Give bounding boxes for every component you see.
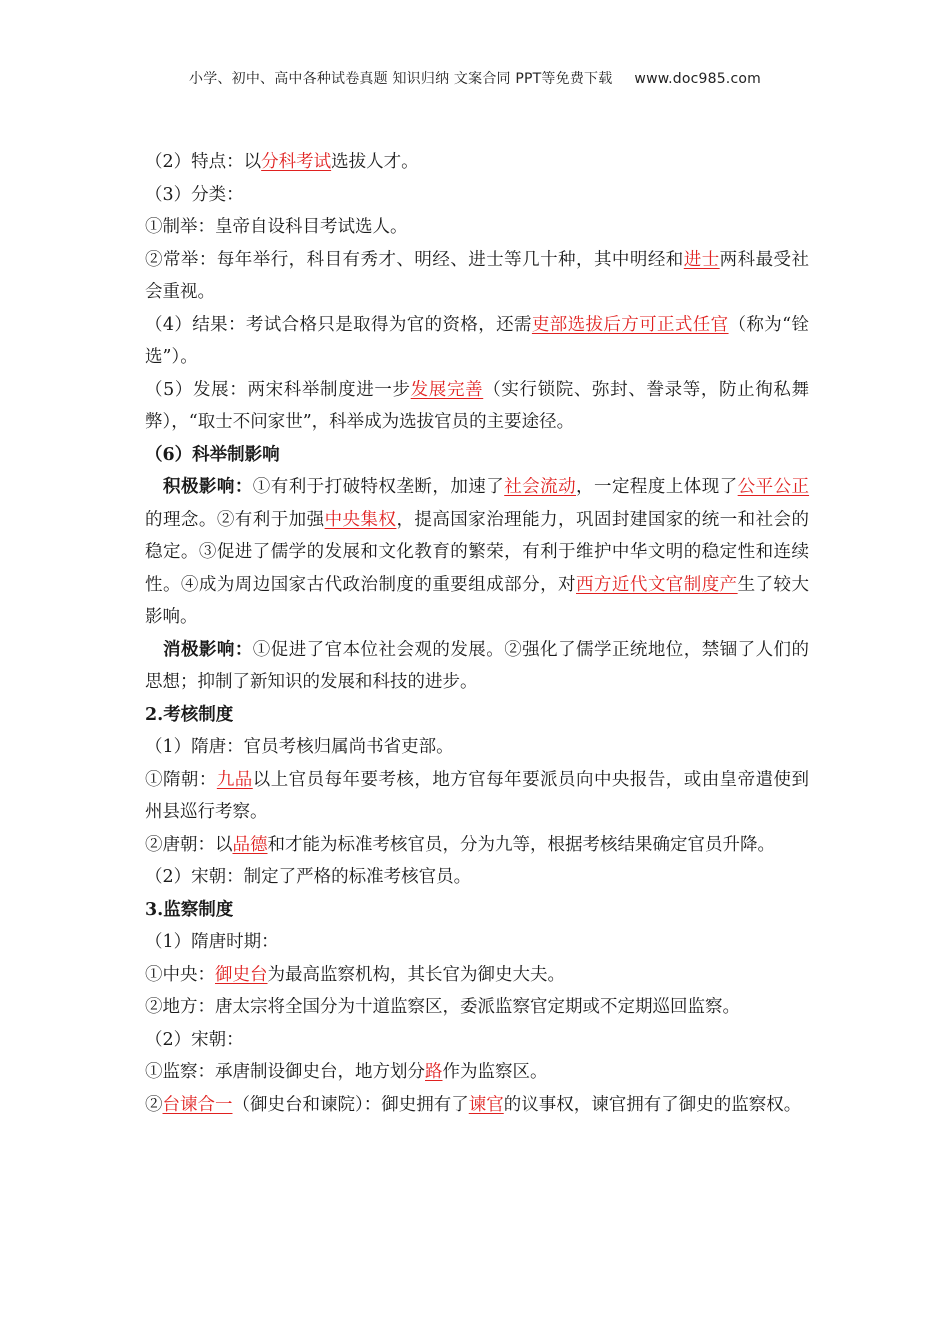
key-term: 台谏合一 [162, 1094, 233, 1115]
paragraph-suitang: （1）隋唐：官员考核归属尚书省吏部。 [145, 737, 454, 757]
paragraph-result: （4）结果：考试合格只是取得为官的资格，还需吏部选拔后方可正式任官（称为“铨选”）。 [145, 314, 809, 367]
paragraph-positive: 积极影响：①有利于打破特权垄断，加速了社会流动，一定程度上体现了公平公正的理念。②有利于加强中央集权，提高国家治理能力，巩固封建国家的统一和社会的稳定。③促进了儒学的发展和文化教育的繁荣，有利于维护中华文明的稳定性和连续性。④成为周边国家古代政治制度的重要组成部分，对西方近代文官制度产生了较大影响。 [145, 477, 810, 627]
section-heading-supervision: 3.监察制度 [145, 899, 234, 920]
paragraph-sui: ①隋朝：九品以上官员每年要考核，地方官每年要派员向中央报告，或由皇帝遣使到州县巡行考察。 [145, 769, 810, 822]
paragraph-song: （2）宋朝：制定了严格的标准考核官员。 [145, 867, 472, 887]
key-term: 九品 [216, 769, 253, 790]
key-term: 公平公正 [737, 477, 810, 497]
paragraph-negative: 消极影响：①促进了官本位社会观的发展。②强化了儒学正统地位，禁锢了人们的思想；抑制了新知识的发展和科技的进步。 [145, 639, 810, 692]
key-term: 西方近代文官制度产 [576, 574, 738, 595]
key-term: 发展完善 [410, 379, 484, 400]
label-positive: 积极影响： [163, 477, 253, 497]
document-body [145, 146, 809, 1121]
key-term: 中央集权 [324, 509, 397, 530]
paragraph-development: （5）发展：两宋科举制度进一步发展完善（实行锁院、弥封、誊录等，防止徇私舞弊），“取士不问家世”，科举成为选拔官员的主要途径。 [145, 379, 810, 432]
key-term: 社会流动 [504, 477, 577, 497]
key-term: 分科考试 [261, 152, 332, 172]
page-header [0, 68, 950, 88]
subheading-influence: （6）科举制影响 [145, 444, 280, 465]
paragraph-taijian: ②台谏合一（御史台和谏院）：御史拥有了谏官的议事权，谏官拥有了御史的监察权。 [145, 1094, 802, 1115]
label-negative: 消极影响： [163, 639, 253, 660]
paragraph-feature: （2）特点：以分科考试选拔人才。 [145, 152, 419, 172]
paragraph-supervision: ①监察：承唐制设御史台，地方划分路作为监察区。 [145, 1062, 548, 1082]
paragraph-suitang-period: （1）隋唐时期： [145, 932, 279, 952]
section-heading-assessment: 2.考核制度 [145, 704, 234, 725]
key-term: 御史台 [215, 964, 268, 985]
paragraph-changju: ②常举：每年举行，科目有秀才、明经、进士等几十种，其中明经和进士两科最受社会重视。 [145, 249, 810, 302]
paragraph-central: ①中央：御史台为最高监察机构，其长官为御史大夫。 [145, 964, 565, 985]
key-term: 谏官 [468, 1094, 504, 1115]
paragraph-song-dynasty: （2）宋朝： [145, 1029, 244, 1050]
paragraph-category: （3）分类： [145, 184, 244, 205]
key-term: 路 [425, 1062, 443, 1082]
key-term: 进士 [683, 249, 720, 270]
header-url[interactable]: www.doc985.com [634, 71, 761, 87]
paragraph-tang: ②唐朝：以品德和才能为标准考核官员，分为九等，根据考核结果确定官员升降。 [145, 834, 775, 855]
paragraph-local: ②地方：唐太宗将全国分为十道监察区，委派监察官定期或不定期巡回监察。 [145, 997, 740, 1017]
key-term: 吏部选拔后方可正式任官 [531, 314, 729, 335]
key-term: 品德 [232, 834, 268, 855]
header-text: 小学、初中、高中各种试卷真题 知识归纳 文案合同 PPT等免费下载 [189, 71, 613, 87]
paragraph-zhiju: ①制举：皇帝自设科目考试选人。 [145, 217, 408, 237]
